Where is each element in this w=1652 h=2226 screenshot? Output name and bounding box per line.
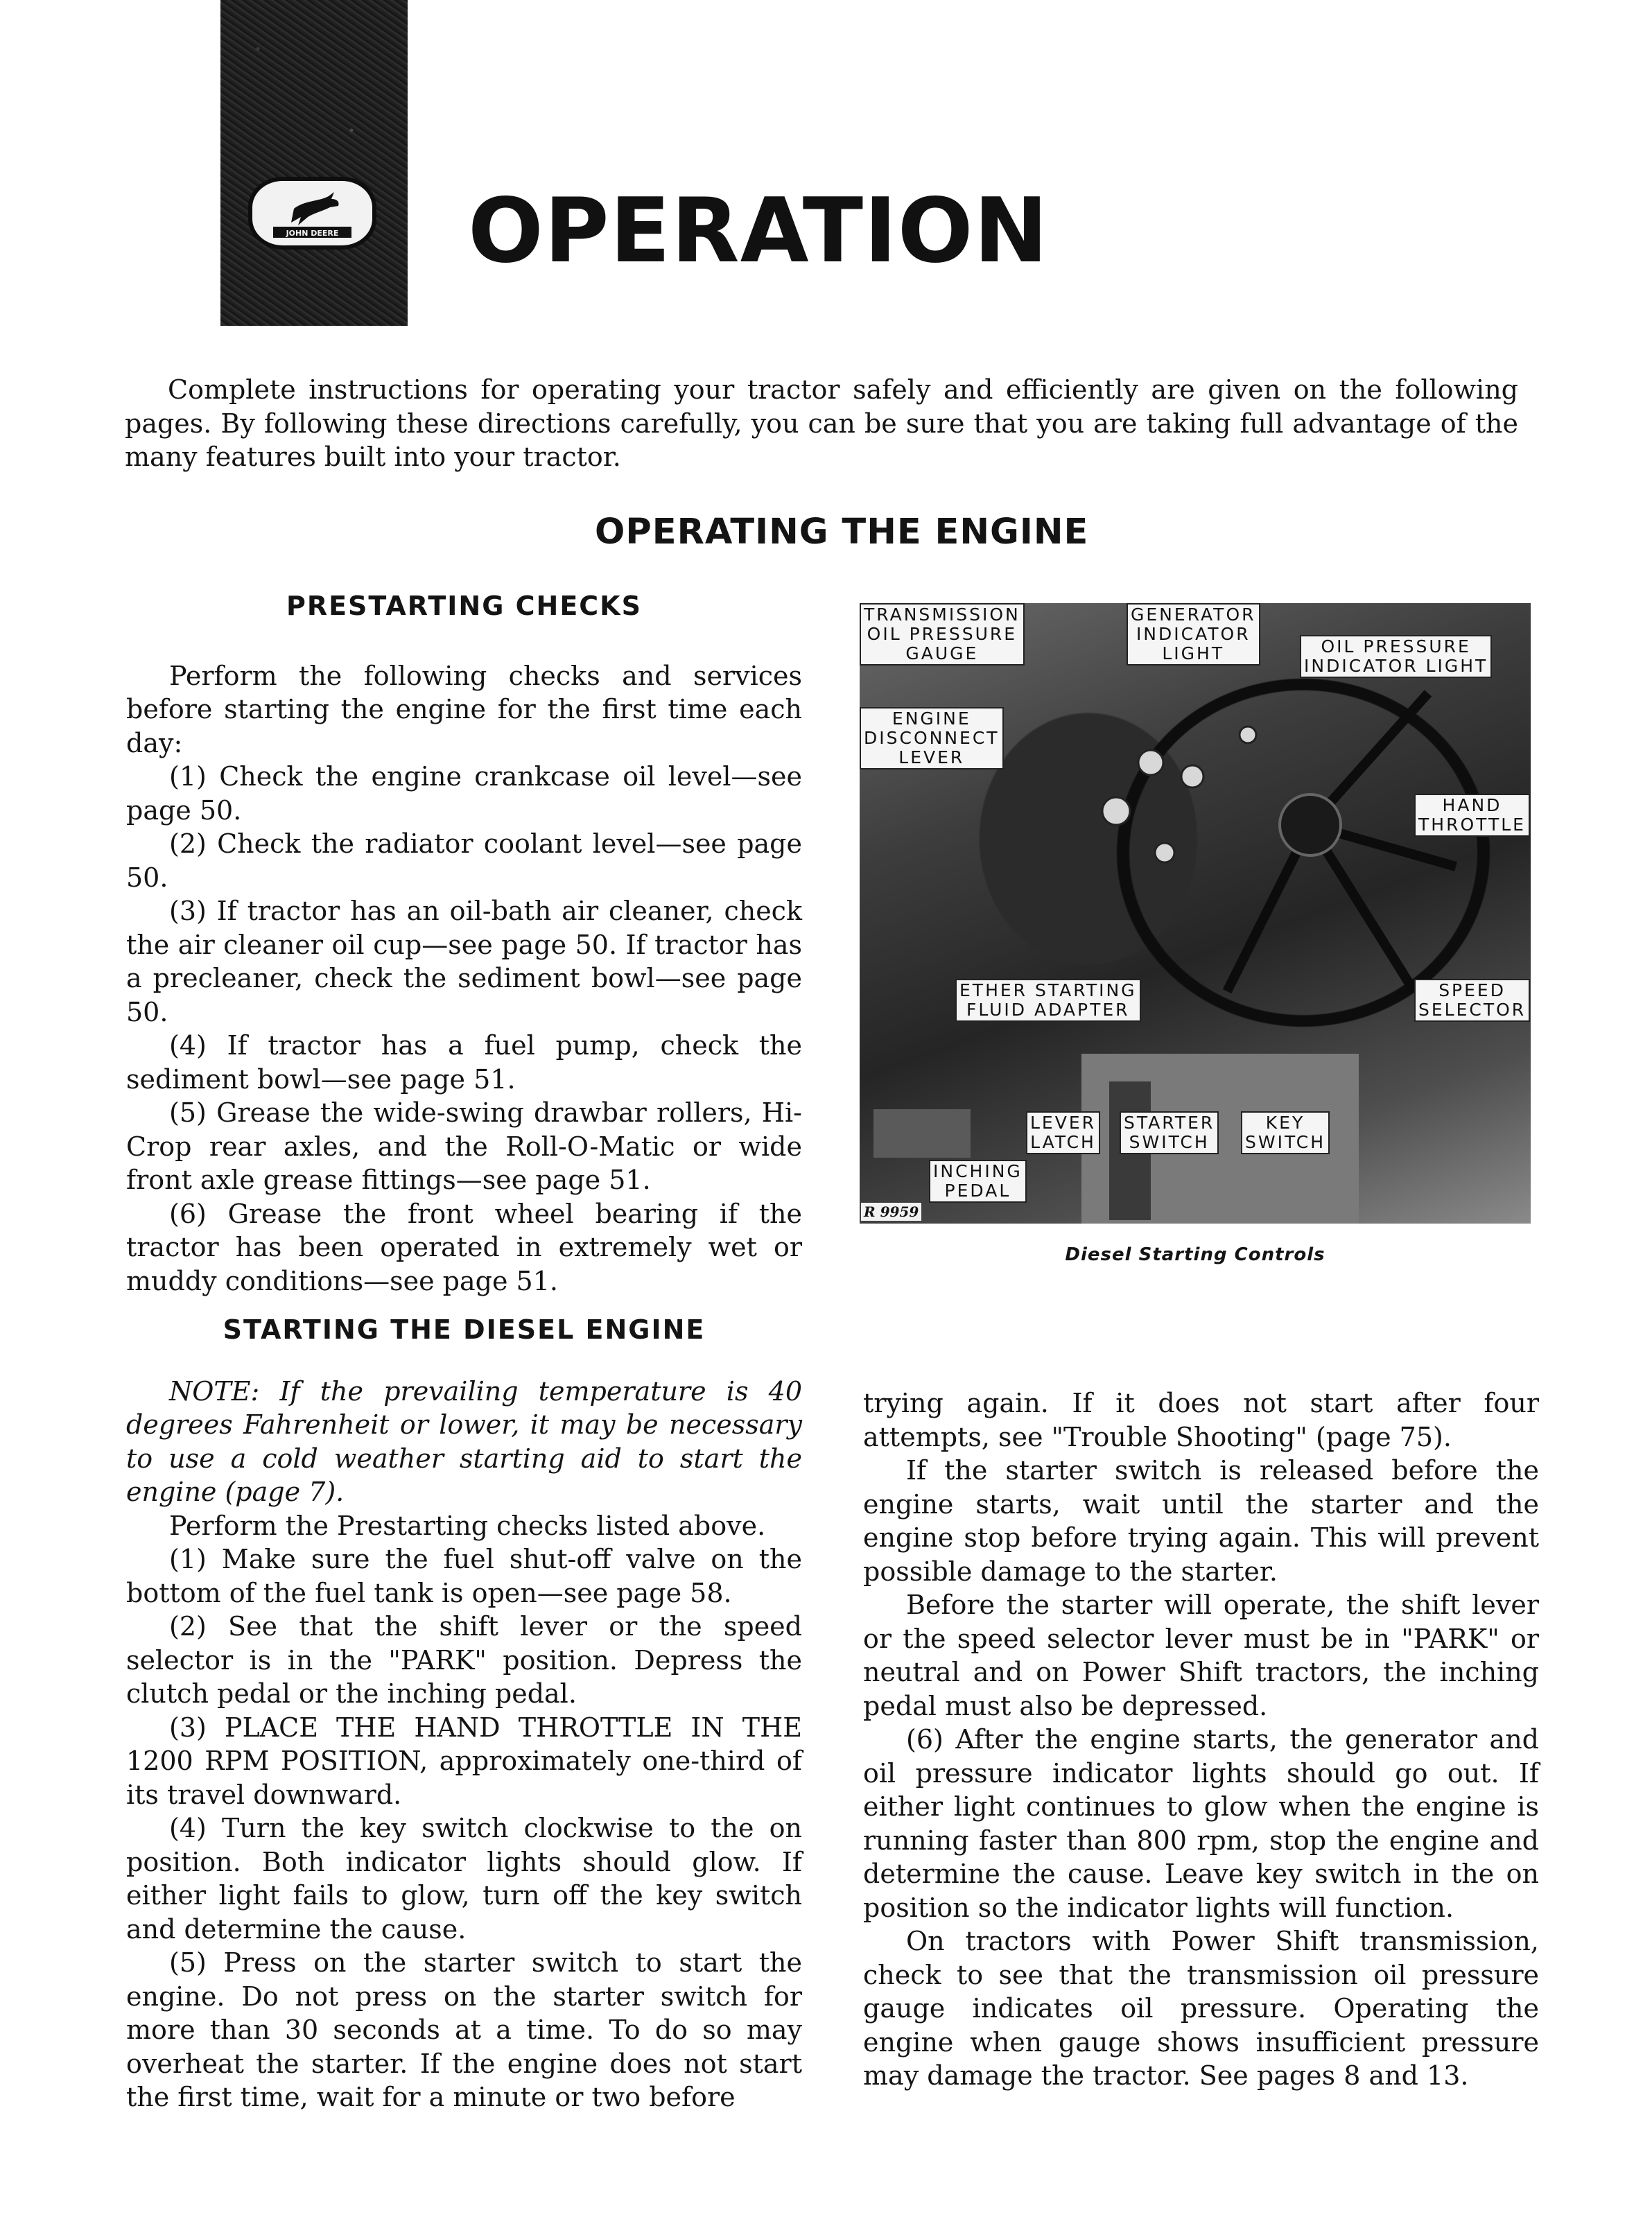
step-paragraph: If the starter switch is released before the engine starts, wait until the starter and the engine stop before trying again. This will prevent possible damage to the starter. xyxy=(863,1455,1539,1587)
step-paragraph: Perform the Prestarting checks listed above. xyxy=(169,1510,766,1541)
step-paragraph: (1) Make sure the fuel shut-off valve on the bottom of the fuel tank is open—see page 58. xyxy=(126,1544,802,1608)
label-lever-latch: LEVER LATCH xyxy=(1026,1111,1100,1154)
step-paragraph: On tractors with Power Shift transmission, check to see that the transmission oil pressure gauge indicates oil pressure. Operating the engine when gauge shows insufficient pressure may damage the tractor. See pages 8 and 13. xyxy=(863,1926,1539,2091)
label-ether-starting-fluid-adapter: ETHER STARTING FLUID ADAPTER xyxy=(955,979,1141,1022)
label-generator-indicator-light: GENERATOR INDICATOR LIGHT xyxy=(1127,603,1260,666)
diesel-controls-photo xyxy=(860,603,1531,1224)
photo-id: R 9959 xyxy=(861,1203,921,1221)
label-hand-throttle: HAND THROTTLE xyxy=(1414,794,1530,837)
figure-caption: Diesel Starting Controls xyxy=(1065,1244,1325,1265)
prestarting-section xyxy=(126,591,802,1298)
leaping-deer-icon xyxy=(252,181,372,245)
intro-paragraph xyxy=(125,373,1518,474)
section-title: OPERATING THE ENGINE xyxy=(595,512,1089,553)
label-oil-pressure-indicator-light: OIL PRESSURE INDICATOR LIGHT xyxy=(1300,635,1492,678)
logo-block xyxy=(220,0,408,326)
label-key-switch: KEY SWITCH xyxy=(1241,1111,1330,1154)
label-transmission-oil-pressure-gauge: TRANSMISSION OIL PRESSURE GAUGE xyxy=(860,603,1025,666)
step-paragraph: (4) Turn the key switch clockwise to the on position. Both indicator lights should glow. If either light fails to glow, turn off the key switch and determine the cause. xyxy=(126,1813,802,1945)
list-item: (4) If tractor has a fuel pump, check the sediment bowl—see page 51. xyxy=(126,1030,802,1095)
step-paragraph: Before the starter will operate, the shift lever or the speed selector lever must be in "PARK" or neutral and on Power Shift tractors, the inching pedal must also be depressed. xyxy=(863,1590,1539,1721)
list-item: (2) Check the radiator coolant level—see page 50. xyxy=(126,828,802,893)
list-item: (3) If tractor has an oil-bath air cleaner, check the air cleaner oil cup—see page 50. If tractor has a precleaner, check the sediment bowl—see page 50. xyxy=(126,896,802,1027)
label-inching-pedal: INCHING PEDAL xyxy=(929,1160,1027,1203)
page-title: OPERATION xyxy=(468,180,1049,283)
prestarting-lead: Perform the following checks and services before starting the engine for the first time each day: xyxy=(126,660,802,758)
svg-text:JOHN DEERE: JOHN DEERE xyxy=(286,229,339,238)
prestarting-heading: PRESTARTING CHECKS xyxy=(286,591,642,621)
continuation-paragraph: trying again. If it does not start after four attempts, see "Trouble Shooting" (page 75). xyxy=(863,1388,1539,1452)
step-paragraph: (6) After the engine starts, the generator and oil pressure indicator lights should go out. If either light continues to glow when the engine is running faster than 800 rpm, stop the engine and determine the cause. Leave key switch in the on position so the indicator lights will function. xyxy=(863,1724,1539,1923)
label-engine-disconnect-lever: ENGINE DISCONNECT LEVER xyxy=(860,707,1004,769)
step-paragraph: (5) Press on the starter switch to start the engine. Do not press on the starter switch for more than 30 seconds at a time. To do so may overheat the starter. If the engine does not start the first time, wait for a minute or two before xyxy=(126,1947,802,2112)
right-column xyxy=(863,1386,1539,2093)
starting-section xyxy=(126,1314,802,2114)
cold-weather-note: NOTE: If the prevailing temperature is 40 degrees Fahrenheit or lower, it may be necessary to use a cold weather starting aid to start the engine (page 7). xyxy=(126,1375,802,1507)
intro-text: Complete instructions for operating your tractor safely and efficiently are given on the following pages. By following these directions carefully, you can be sure that you are taking full advantage of the many features built into your tractor. xyxy=(125,374,1518,472)
label-speed-selector: SPEED SELECTOR xyxy=(1414,979,1530,1022)
step-paragraph: (2) See that the shift lever or the speed selector is in the "PARK" position. Depress the clutch pedal or the inching pedal. xyxy=(126,1611,802,1709)
john-deere-logo xyxy=(248,177,376,250)
starting-heading: STARTING THE DIESEL ENGINE xyxy=(223,1314,706,1345)
list-item: (5) Grease the wide-swing drawbar rollers, Hi-Crop rear axles, and the Roll-O-Matic or wide front axle grease fittings—see page 51. xyxy=(126,1097,802,1195)
list-item: (1) Check the engine crankcase oil level—see page 50. xyxy=(126,761,802,826)
list-item: (6) Grease the front wheel bearing if the tractor has been operated in extremely wet or muddy conditions—see page 51. xyxy=(126,1198,802,1296)
label-starter-switch: STARTER SWITCH xyxy=(1120,1111,1219,1154)
step-paragraph: (3) PLACE THE HAND THROTTLE IN THE 1200 RPM POSITION, approximately one-third of its travel downward. xyxy=(126,1712,802,1810)
